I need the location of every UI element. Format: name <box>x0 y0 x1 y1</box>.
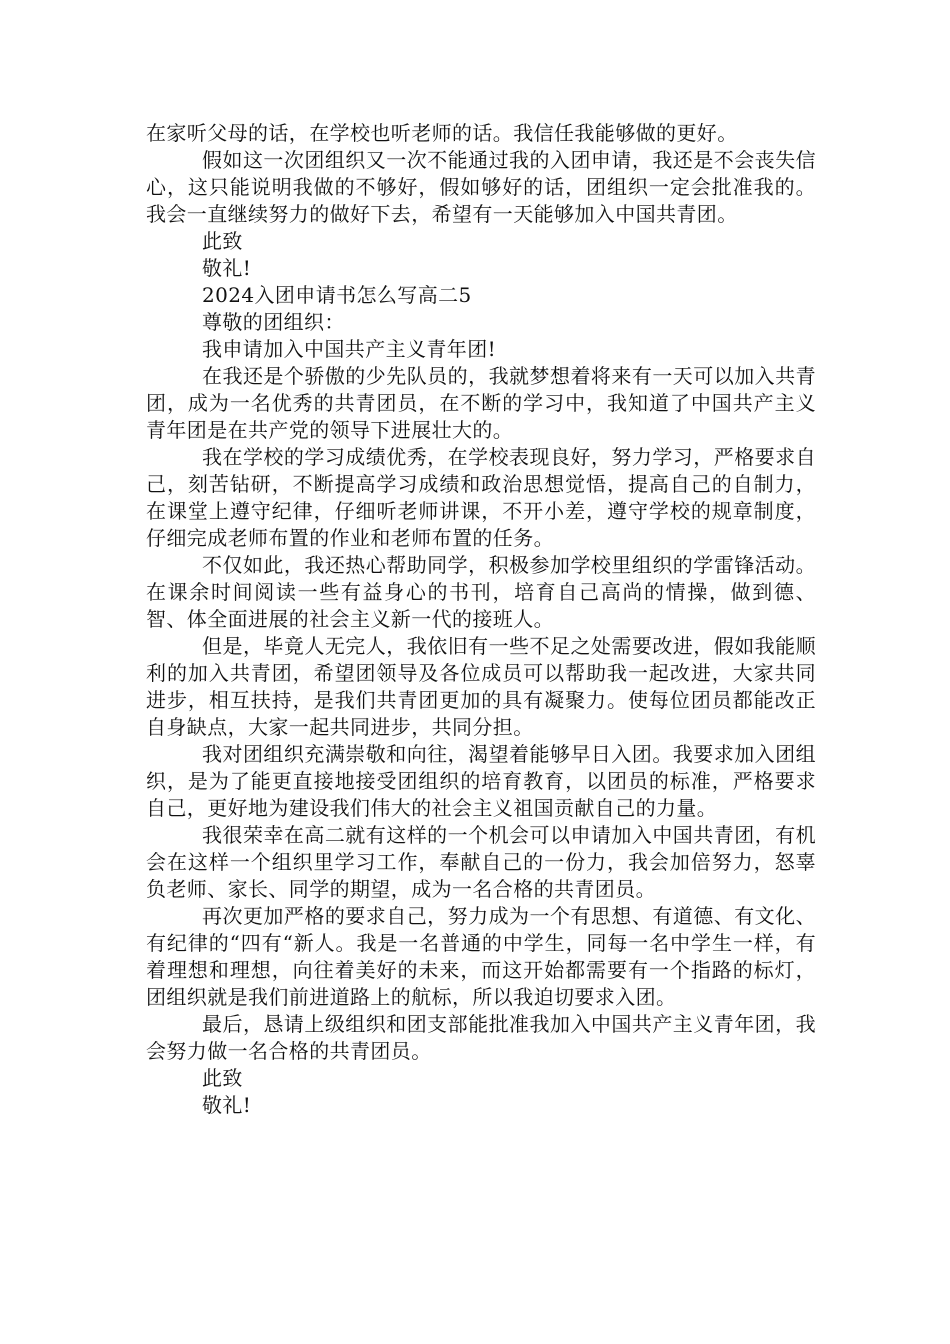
paragraph: 我对团组织充满崇敬和向往，渴望着能够早日入团。我要求加入团组织，是为了能更直接地接受团组织的培育教育，以团员的标准，严格要求自己，更好地为建设我们伟大的社会主义祖国贡献自己的力量。 <box>146 742 816 820</box>
paragraph: 不仅如此，我还热心帮助同学，积极参加学校里组织的学雷锋活动。在课余时间阅读一些有益身心的书刊，培育自己高尚的情操，做到德、智、体全面进展的社会主义新一代的接班人。 <box>146 553 816 631</box>
section-title: 2024入团申请书怎么写高二5 <box>202 283 472 307</box>
paragraph: 最后，恳请上级组织和团支部能批准我加入中国共产主义青年团，我会努力做一名合格的共青团员。 <box>146 1012 816 1063</box>
document-body <box>146 120 816 1119</box>
paragraph: 我申请加入中国共产主义青年团! <box>202 337 497 361</box>
closing-salutation: 此致 <box>202 229 243 253</box>
paragraph: 在家听父母的话，在学校也听老师的话。我信任我能够做的更好。 <box>146 121 738 145</box>
closing-regards: 敬礼! <box>202 1093 252 1117</box>
paragraph: 再次更加严格的要求自己，努力成为一个有思想、有道德、有文化、有纪律的“四有“新人。我是一名普通的中学生，同每一名中学生一样，有着理想和理想，向往着美好的未来，而这开始都需要有一个指路的标灯，团组织就是我们前进道路上的航标，所以我迫切要求入团。 <box>146 904 816 1009</box>
closing-regards: 敬礼! <box>202 256 252 280</box>
paragraph: 但是，毕竟人无完人，我依旧有一些不足之处需要改进，假如我能顺利的加入共青团，希望团领导及各位成员可以帮助我一起改进，大家共同进步，相互扶持，是我们共青团更加的具有凝聚力。使每位团员都能改正自身缺点，大家一起共同进步，共同分担。 <box>146 634 816 739</box>
paragraph: 我很荣幸在高二就有这样的一个机会可以申请加入中国共青团，有机会在这样一个组织里学习工作，奉献自己的一份力，我会加倍努力，怒辜负老师、家长、同学的期望，成为一名合格的共青团员。 <box>146 823 816 901</box>
paragraph: 假如这一次团组织又一次不能通过我的入团申请，我还是不会丧失信心，这只能说明我做的不够好，假如够好的话，团组织一定会批准我的。我会一直继续努力的做好下去，希望有一天能够加入中国共青团。 <box>146 148 816 226</box>
closing-salutation: 此致 <box>202 1066 243 1090</box>
greeting: 尊敬的团组织： <box>202 310 345 334</box>
paragraph: 我在学校的学习成绩优秀，在学校表现良好，努力学习，严格要求自己，刻苦钻研，不断提高学习成绩和政治思想觉悟，提高自己的自制力，在课堂上遵守纪律，仔细听老师讲课，不开小差，遵守学校的规章制度，仔细完成老师布置的作业和老师布置的任务。 <box>146 445 816 550</box>
paragraph: 在我还是个骄傲的少先队员的，我就梦想着将来有一天可以加入共青团，成为一名优秀的共青团员，在不断的学习中，我知道了中国共产主义青年团是在共产党的领导下进展壮大的。 <box>146 364 816 442</box>
